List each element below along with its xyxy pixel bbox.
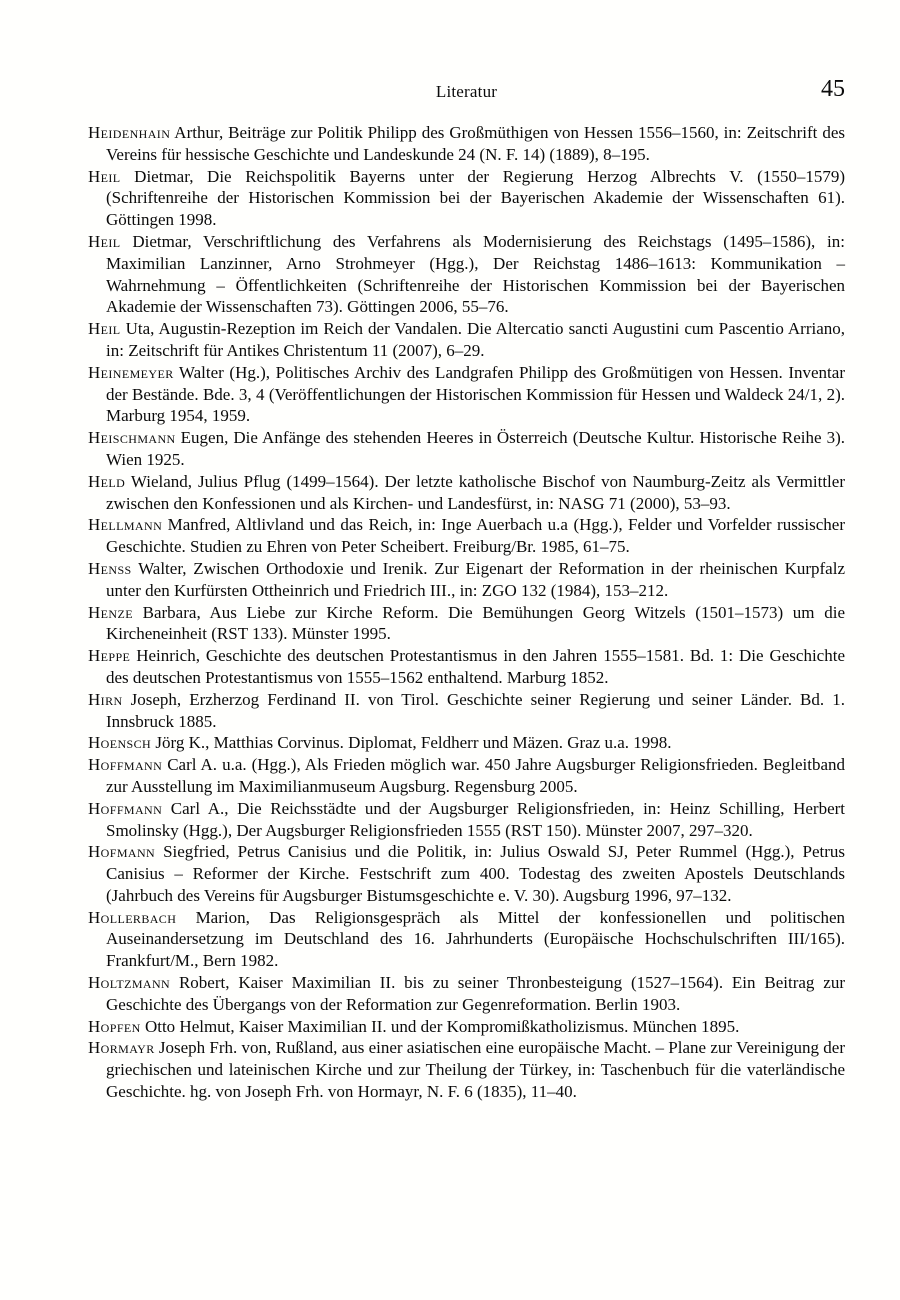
author-surname: Henss [88,558,132,578]
author-surname: Heil [88,166,121,186]
bibliography-entry [88,798,845,842]
entry-text: Barbara, Aus Liebe zur Kirche Reform. Die Bemühungen Georg Witzels (1501–1573) um die Kircheneinheit (RST 133). Münster 1995. [106,602,845,644]
bibliography-entry [88,471,845,515]
bibliography-entry [88,645,845,689]
entry-text: Eugen, Die Anfänge des stehenden Heeres in Österreich (Deutsche Kultur. Historische Reihe 3). Wien 1925. [106,428,845,469]
author-surname: Henze [88,602,133,622]
entry-text: Dietmar, Die Reichspolitik Bayerns unter der Regierung Herzog Albrechts V. (1550–1579) (Schriftenreihe der Historischen Kommission bei der Bayerischen Akademie der Wissenschaften 61). Göttingen 1998. [106,166,845,230]
author-surname: Hollerbach [88,907,177,927]
entry-text: Manfred, Altlivland und das Reich, in: Inge Auerbach u.a (Hgg.), Felder und Vorfelder russischer Geschichte. Studien zu Ehren von Peter Scheibert. Freiburg/Br. 1985, 61–75. [106,515,846,557]
page-header [88,76,845,106]
entry-text: Carl A. u.a. (Hgg.), Als Frieden möglich war. 450 Jahre Augsburger Religionsfrieden. Begleitband zur Ausstellung im Maximilianmuseum Augsburg. Regensburg 2005. [106,755,846,796]
bibliography-entry [88,558,845,602]
bibliography-entry [88,1016,845,1038]
entry-text: Siegfried, Petrus Canisius und die Politik, in: Julius Oswald SJ, Peter Rummel (Hgg.), Petrus Canisius – Reformer der Kirche. Festschrift zum 400. Todestag des zweiten Apostels Deutschlands (Jahrbuch des Vereins für Augsburger Bistumsgeschichte e. V. 30). Augsburg 1996, 97–132. [106,842,845,905]
author-surname: Heischmann [88,428,176,448]
entry-text: Uta, Augustin-Rezeption im Reich der Vandalen. Die Altercatio sancti Augustini cum Pascentio Arriano, in: Zeitschrift für Antikes Christentum 11 (2007), 6–29. [106,319,846,360]
author-surname: Holtzmann [88,973,171,993]
author-surname: Hopfen [88,1016,141,1036]
author-surname: Heppe [88,646,131,666]
bibliography-entry [88,907,845,972]
entry-text: Carl A., Die Reichsstädte und der Augsburger Religionsfrieden, in: Heinz Schilling, Herbert Smolinsky (Hgg.), Der Augsburger Religionsfrieden 1555 (RST 150). Münster 2007, 297–320. [106,798,846,840]
bibliography-entry [88,362,845,427]
bibliography-entry [88,754,845,798]
author-surname: Hormayr [88,1038,155,1058]
entry-text: Wieland, Julius Pflug (1499–1564). Der letzte katholische Bischof von Naumburg-Zeitz als Vermittler zwischen den Konfessionen und als Kirchen- und Landesfürst, in: NASG 71 (2000), 53–93. [106,471,845,513]
bibliography-entry [88,231,845,318]
entry-text: Joseph Frh. von, Rußland, aus einer asiatischen eine europäische Macht. – Plane zur Vereinigung der griechischen und lateinischen Kirche und zur Theilung der Türkey, in: Taschenbuch für die vaterländische Geschichte. hg. von Joseph Frh. von Hormayr, N. F. 6 (1835), 11–40. [106,1038,846,1102]
bibliography-entry [88,841,845,906]
entry-text: Joseph, Erzherzog Ferdinand II. von Tirol. Geschichte seiner Regierung und seiner Länder. Bd. 1. Innsbruck 1885. [106,689,846,731]
author-surname: Hofmann [88,842,156,862]
author-surname: Held [88,471,126,491]
entry-text: Heinrich, Geschichte des deutschen Protestantismus in den Jahren 1555–1581. Bd. 1: Die Geschichte des deutschen Protestantismus von 1555–1562 enthaltend. Marburg 1852. [106,646,845,687]
author-surname: Hoffmann [88,798,163,818]
entry-text: Arthur, Beiträge zur Politik Philipp des Großmüthigen von Hessen 1556–1560, in: Zeitschrift des Vereins für hessische Geschichte und Landeskunde 24 (N. F. 14) (1889), 8–195. [106,123,846,164]
bibliography-entry [88,602,845,646]
bibliography-entry [88,166,845,231]
content-block [88,76,846,1103]
entry-text: Walter (Hg.), Politisches Archiv des Landgrafen Philipp des Großmütigen von Hessen. Inventar der Bestände. Bde. 3, 4 (Veröffentlichungen der Historischen Kommission für Hessen und Waldeck 24/1, 2). Marburg 1954, 1959. [106,362,845,426]
author-surname: Heil [88,231,121,251]
entry-text: Robert, Kaiser Maximilian II. bis zu seiner Thronbesteigung (1527–1564). Ein Beitrag zur Geschichte des Übergangs von der Reformation zur Gegenreformation. Berlin 1903. [106,973,845,1014]
entry-text: Dietmar, Verschriftlichung des Verfahrens als Modernisierung des Reichstags (1495–1586), in: Maximilian Lanzinner, Arno Strohmeyer (Hgg.), Der Reichstag 1486–1613: Kommunikation – Wahrnehmung – Öffentlichkeiten (Schriftenreihe der Historischen Kommission bei der Bayerischen Akademie der Wissenschaften 73). Göttingen 2006, 55–76. [106,231,846,317]
bibliography-entry [88,689,845,733]
author-surname: Heinemeyer [88,362,174,382]
entry-text: Otto Helmut, Kaiser Maximilian II. und der Kompromißkatholizismus. München 1895. [144,1016,740,1036]
author-surname: Heil [88,319,121,339]
bibliography-entry [88,514,845,558]
bibliography-entry [88,1037,845,1102]
bibliography-entry [88,972,845,1016]
author-surname: Heidenhain [88,123,171,142]
bibliography-entry [88,732,845,754]
bibliography-entry [88,318,845,362]
page-number: 45 [821,76,845,102]
bibliography [88,122,845,1103]
entry-text: Marion, Das Religionsgespräch als Mittel der konfessionellen und politischen Auseinandersetzung im Deutschland des 16. Jahrhunderts (Europäische Hochschulschriften III/165). Frankfurt/M., Bern 1982. [106,907,846,971]
author-surname: Hoffmann [88,755,163,775]
entry-text: Jörg K., Matthias Corvinus. Diplomat, Feldherr und Mäzen. Graz u.a. 1998. [155,733,672,753]
bibliography-entry [88,427,845,471]
author-surname: Hirn [88,689,123,709]
author-surname: Hoensch [88,733,152,753]
author-surname: Hellmann [88,515,163,535]
bibliography-entry [88,122,845,166]
entry-text: Walter, Zwischen Orthodoxie und Irenik. Zur Eigenart der Reformation in der rheinischen Kurpfalz unter den Kurfürsten Ottheinrich und Friedrich III., in: ZGO 132 (1984), 153–212. [106,558,845,600]
running-title: Literatur [435,82,498,101]
